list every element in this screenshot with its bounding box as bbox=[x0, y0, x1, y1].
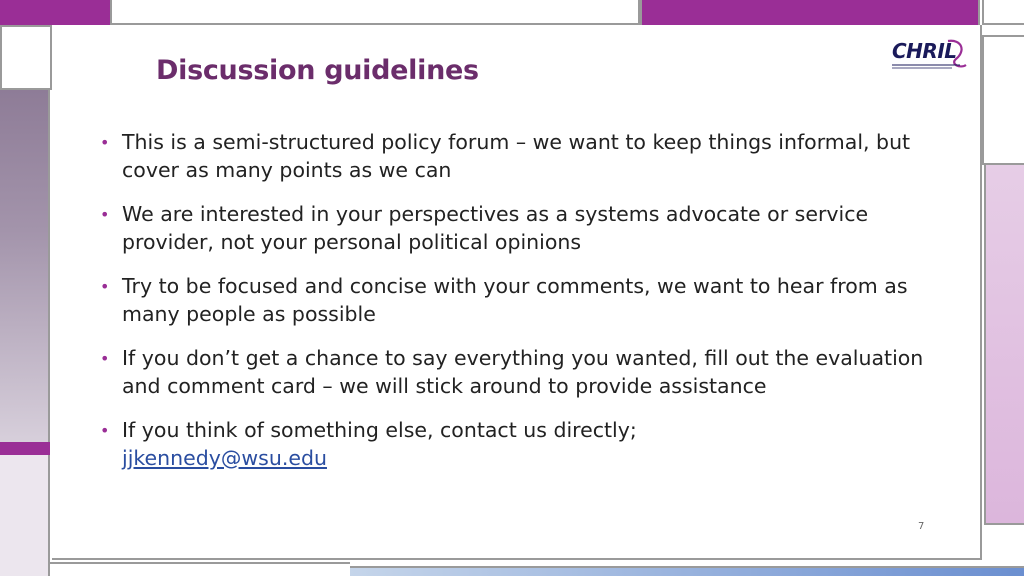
decor-right-mid bbox=[982, 37, 1024, 165]
decor-bottom-blue-bar bbox=[350, 566, 1024, 576]
list-item bbox=[100, 417, 930, 472]
bullet-text: This is a semi-structured policy forum – we want to keep things informal, but cover as many points as we can bbox=[122, 130, 911, 182]
bullet-icon: • bbox=[100, 205, 110, 224]
bullet-icon: • bbox=[100, 349, 110, 368]
decor-top-frame bbox=[110, 0, 640, 25]
list-item bbox=[100, 273, 930, 328]
decor-top-purple-right bbox=[640, 0, 980, 25]
decor-left-purple-band bbox=[0, 442, 50, 455]
bullet-text: Try to be focused and concise with your comments, we want to hear from as many people as possible bbox=[122, 274, 908, 326]
content-panel bbox=[52, 25, 982, 560]
decor-left-purple-top bbox=[0, 0, 110, 25]
list-item bbox=[100, 201, 930, 256]
bullet-icon: • bbox=[100, 421, 110, 440]
bullet-list bbox=[100, 129, 930, 489]
bullet-text: We are interested in your perspectives as a systems advocate or service provider, not your personal political opinions bbox=[122, 202, 869, 254]
decor-right-top bbox=[982, 0, 1024, 25]
page-number: 7 bbox=[918, 521, 925, 532]
decor-left-strip bbox=[0, 90, 50, 442]
chril-logo bbox=[890, 37, 970, 73]
bullet-icon: • bbox=[100, 133, 110, 152]
list-item bbox=[100, 345, 930, 400]
decor-left-white-block bbox=[0, 25, 52, 90]
bullet-text: If you don’t get a chance to say everything you wanted, fill out the evaluation and comment card – we will stick around to provide assistance bbox=[122, 346, 924, 398]
list-item bbox=[100, 129, 930, 184]
email-link[interactable]: jjkennedy@wsu.edu bbox=[122, 445, 327, 470]
decor-right-pink bbox=[984, 165, 1024, 525]
decor-bottom-line bbox=[50, 562, 350, 576]
slide-title: Discussion guidelines bbox=[156, 55, 479, 86]
logo-text: CHRIL bbox=[892, 39, 957, 63]
bullet-text: If you think of something else, contact us directly; bbox=[122, 418, 637, 442]
decor-left-bottom-strip bbox=[0, 455, 50, 576]
bullet-icon: • bbox=[100, 277, 110, 296]
